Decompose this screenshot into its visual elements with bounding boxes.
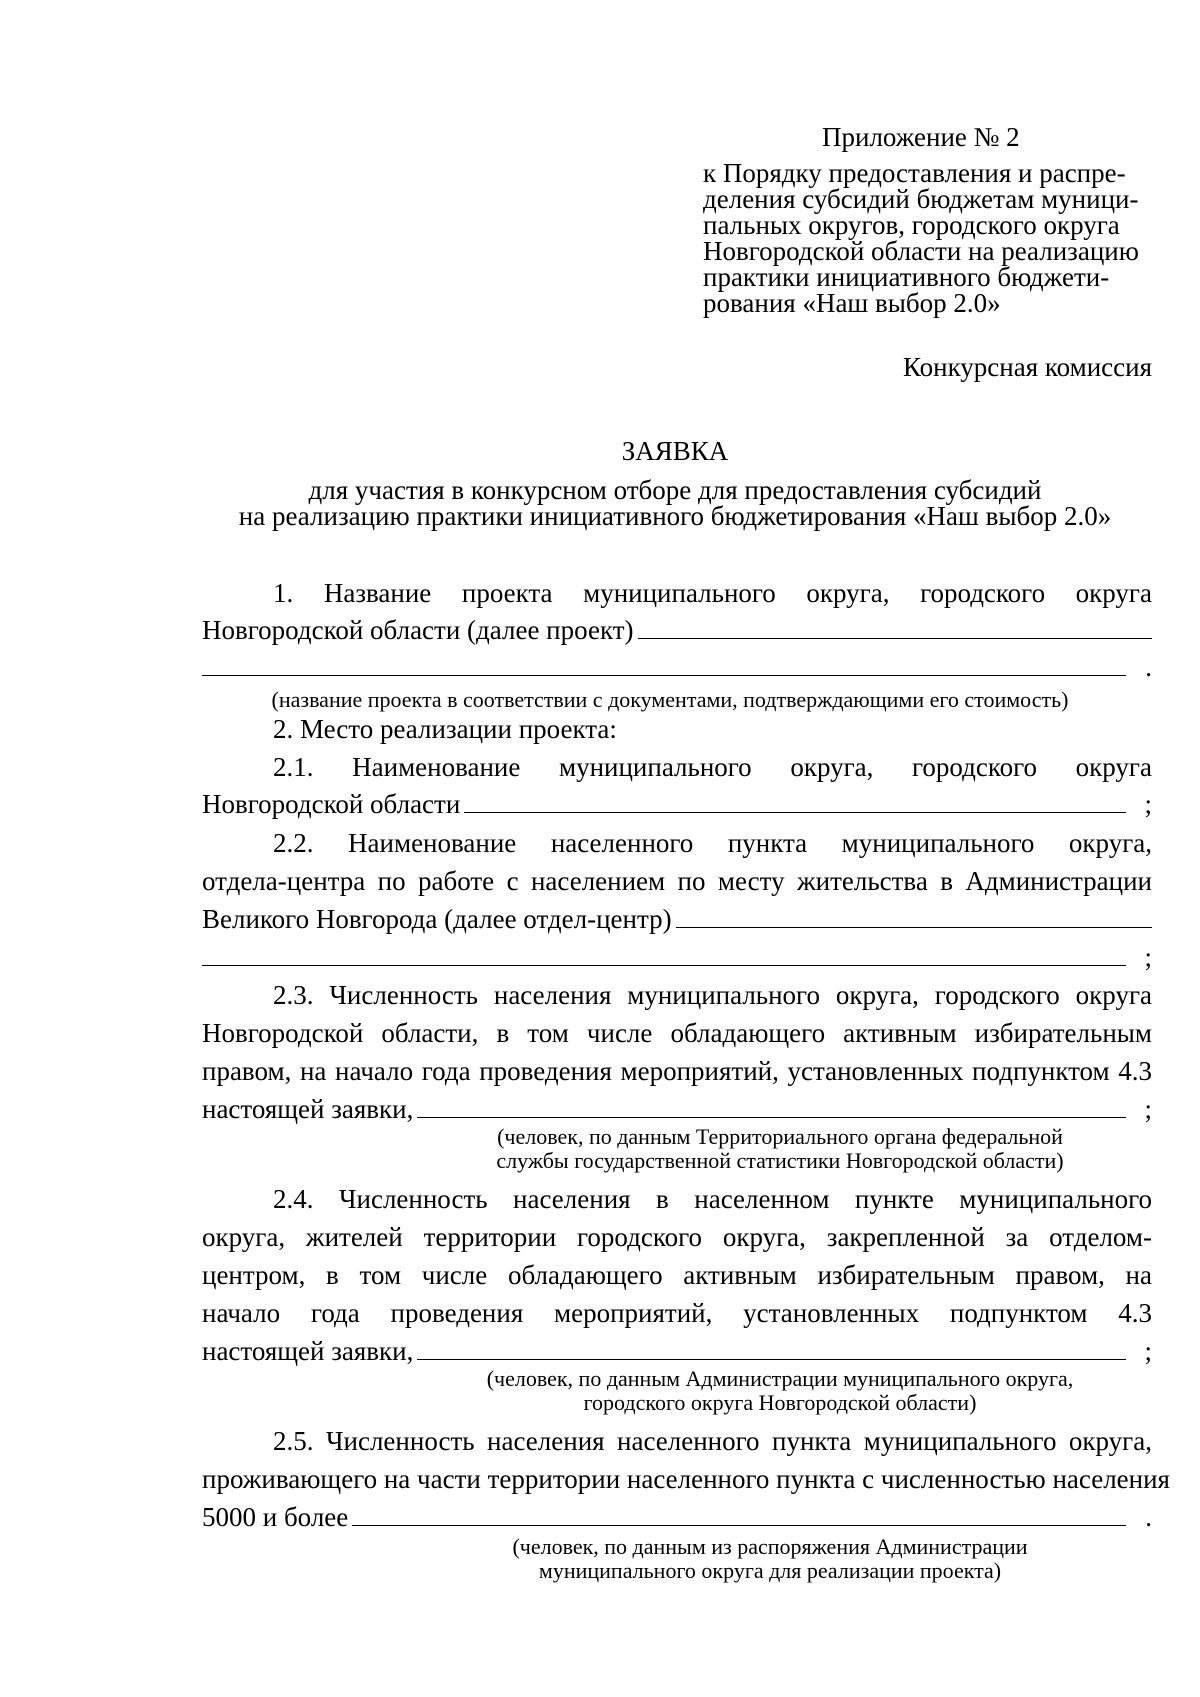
- subtitle-line: для участия в конкурсном отборе для предоставления субсидий: [308, 475, 1042, 505]
- item2-4-line3: центром, в том числе обладающего активным избирательным правом, на: [202, 1260, 1152, 1290]
- item2-3-caption: [430, 1125, 1130, 1173]
- item2-3-line4: [202, 1094, 1152, 1124]
- caption-line: (человек, по данным Территориального органа федеральной: [497, 1124, 1063, 1149]
- item2-3-line2: Новгородской области, в том числе обладающего активным избирательным: [202, 1018, 1152, 1048]
- document-title: ЗАЯВКА: [621, 436, 729, 466]
- document-subtitle: [200, 477, 1150, 529]
- item2-3-label: настоящей заявки,: [202, 1094, 414, 1124]
- end-mark: .: [1145, 1502, 1152, 1532]
- caption-line: службы государственной статистики Новгородской области): [496, 1148, 1064, 1173]
- item1-line2: [202, 615, 1152, 645]
- item2-2-line4: [202, 942, 1152, 972]
- settlement-name-field[interactable]: [676, 905, 1152, 928]
- item2-2-line2: отдела-центра по работе с населением по месту жительства в Администрации: [202, 866, 1152, 896]
- item1-line3: [202, 652, 1152, 682]
- item2-4-label: настоящей заявки,: [202, 1336, 414, 1366]
- end-mark: .: [1145, 652, 1152, 682]
- item2-4-line1: 2.4. Численность населения в населенном пункте муниципального: [273, 1184, 1152, 1214]
- population-field[interactable]: [417, 1095, 1126, 1118]
- settlement-population-field[interactable]: [417, 1337, 1126, 1360]
- end-mark: ;: [1144, 1336, 1152, 1366]
- appendix-line: к Порядку предоставления и распре-: [703, 158, 1126, 188]
- appendix-line: практики инициативного бюджети-: [703, 262, 1110, 292]
- caption-line: (человек, по данным из распоряжения Администрации: [512, 1534, 1028, 1559]
- item2-4-caption: [430, 1367, 1130, 1415]
- end-mark: ;: [1144, 789, 1152, 819]
- appendix-line: деления субсидий бюджетам муници-: [703, 184, 1139, 214]
- end-mark: ;: [1144, 942, 1152, 972]
- item2-2-line3: [202, 904, 1152, 934]
- appendix-line: Новгородской области на реализацию: [703, 236, 1139, 266]
- item2-4-line2: округа, жителей территории городского округа, закрепленной за отделом-: [202, 1222, 1152, 1252]
- item2-2-line1: 2.2. Наименование населенного пункта муниципального округа,: [273, 828, 1152, 858]
- appendix-reference: [703, 160, 1163, 316]
- item2-5-label: 5000 и более: [202, 1502, 349, 1532]
- appendix-line: пальных округов, городского округа: [703, 210, 1120, 240]
- end-mark: ;: [1144, 1094, 1152, 1124]
- partial-population-field[interactable]: [352, 1503, 1126, 1526]
- item2-5-line1: 2.5. Численность населения населенного пункта муниципального округа,: [273, 1426, 1152, 1456]
- item2-2-label: Великого Новгорода (далее отдел-центр): [202, 904, 672, 934]
- item2-1-line2: [202, 789, 1152, 819]
- item1-line1: 1. Название проекта муниципального округа, городского округа: [273, 578, 1152, 608]
- item2-4-line4: начало года проведения мероприятий, установленных подпунктом 4.3: [202, 1298, 1152, 1328]
- subtitle-line: на реализацию практики инициативного бюджетирования «Наш выбор 2.0»: [238, 501, 1112, 531]
- caption-line: городского округа Новгородской области): [583, 1390, 977, 1415]
- addressee: Конкурсная комиссия: [902, 352, 1152, 382]
- appendix-number: Приложение № 2: [822, 122, 1020, 152]
- item2-1-label: Новгородской области: [202, 789, 461, 819]
- item2-5-line2: проживающего на части территории населенного пункта с численностью населения: [202, 1464, 1170, 1494]
- caption-line: (человек, по данным Администрации муниципального округа,: [486, 1366, 1074, 1391]
- settlement-name-field-cont[interactable]: [202, 943, 1126, 966]
- item2-heading: 2. Место реализации проекта:: [273, 714, 617, 744]
- project-name-field-cont[interactable]: [202, 653, 1126, 676]
- district-name-field[interactable]: [464, 790, 1126, 813]
- item2-3-line3: правом, на начало года проведения мероприятий, установленных подпунктом 4.3: [202, 1056, 1152, 1086]
- item1-label: Новгородской области (далее проект): [202, 615, 634, 645]
- item2-5-line3: [202, 1502, 1152, 1532]
- item2-5-caption: [420, 1535, 1120, 1583]
- item1-caption: (название проекта в соответствии с документами, подтверждающими его стоимость): [271, 687, 1069, 712]
- project-name-field[interactable]: [638, 616, 1153, 639]
- appendix-line: рования «Наш выбор 2.0»: [703, 288, 1001, 318]
- item2-3-line1: 2.3. Численность населения муниципального округа, городского округа: [273, 980, 1152, 1010]
- item2-1-line1: 2.1. Наименование муниципального округа, городского округа: [273, 752, 1152, 782]
- caption-line: муниципального округа для реализации проекта): [538, 1558, 1002, 1583]
- item2-4-line5: [202, 1336, 1152, 1366]
